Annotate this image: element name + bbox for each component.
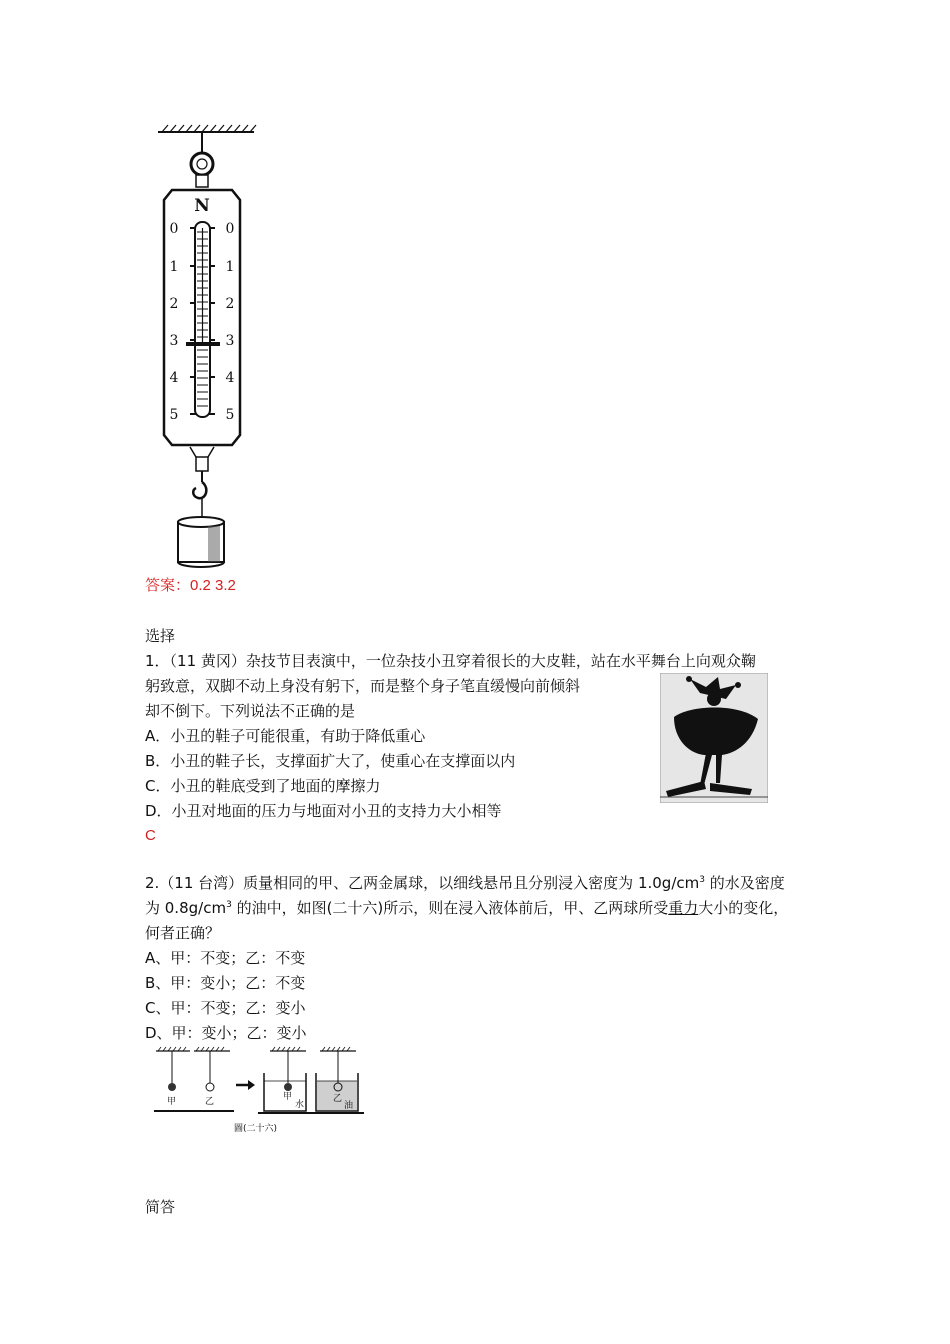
tick-label-left: 4 <box>169 370 179 386</box>
q1-option-b: B．小丑的鞋子长，支撑面扩大了，使重心在支撑面以内 <box>145 752 516 770</box>
q1-text-line1: 1．（11 黄冈）杂技节目表演中，一位杂技小丑穿着很长的大皮鞋，站在水平舞台上向观众鞠 <box>145 652 756 670</box>
q2-line1-part-b: 的水及密度 <box>704 874 785 892</box>
tick-label-right: 0 <box>225 221 235 237</box>
q2-line2-part-b: 的油中，如图(二十六)所示，则在浸入液体前后，甲、乙两球所受 <box>231 899 669 917</box>
q2-line1-part-a: 2.（11 台湾）质量相同的甲、乙两金属球，以细线悬吊且分别浸入密度为 1.0g/cm <box>145 874 700 892</box>
ball-label-yi: 乙 <box>205 1097 215 1107</box>
q2-underlined-term: 重力 <box>668 899 699 917</box>
tick-label-right: 1 <box>225 259 235 275</box>
tick-label-right: 2 <box>225 296 235 312</box>
liquid-label-oil: 油 <box>344 1101 354 1111</box>
section-heading-short-answer: 简答 <box>145 1198 176 1216</box>
q2-text-line1 <box>145 873 785 893</box>
answer-value: 0.2 3.2 <box>190 577 236 594</box>
tick-label-right: 4 <box>225 370 235 386</box>
tick-label-right: 5 <box>225 407 235 423</box>
ball-label-yi-oil: 乙 <box>333 1094 343 1104</box>
spring-scale-figure <box>150 120 260 570</box>
q1-option-d: D．小丑对地面的压力与地面对小丑的支持力大小相等 <box>145 802 502 820</box>
ball-label-jia: 甲 <box>167 1097 177 1107</box>
tick-label-left: 0 <box>169 221 179 237</box>
q2-superscript-2: 3 <box>226 900 232 910</box>
tick-label-left: 2 <box>169 296 179 312</box>
tick-label-right: 3 <box>225 333 235 349</box>
answer-line <box>145 575 236 596</box>
scale-unit: N <box>194 196 210 216</box>
q1-answer: C <box>145 827 156 844</box>
q2-option-a: A、甲：不变；乙：不变 <box>145 949 306 967</box>
figure-caption: 圖(二十六) <box>234 1124 278 1134</box>
q2-figure <box>150 1045 370 1137</box>
q2-line2-part-a: 为 0.8g/cm <box>145 899 227 917</box>
liquid-label-water: 水 <box>295 1100 305 1110</box>
tick-label-left: 1 <box>169 259 179 275</box>
clown-photo <box>660 673 768 803</box>
ball-label-jia-water: 甲 <box>283 1092 293 1102</box>
answer-label: 答案： <box>145 576 191 594</box>
q2-text-line2 <box>145 898 788 918</box>
q1-option-c: C．小丑的鞋底受到了地面的摩擦力 <box>145 777 381 795</box>
q1-option-a: A．小丑的鞋子可能很重，有助于降低重心 <box>145 727 426 745</box>
tick-label-left: 5 <box>169 407 179 423</box>
q2-option-c: C、甲：不变；乙：变小 <box>145 999 306 1017</box>
q2-option-b: B、甲：变小；乙：不变 <box>145 974 306 992</box>
q2-text-line3: 何者正确？ <box>145 924 221 942</box>
section-heading-choice: 选择 <box>145 627 176 645</box>
q2-superscript-1: 3 <box>699 875 705 885</box>
q2-option-d: D、甲：变小；乙：变小 <box>145 1024 307 1042</box>
q1-text-line2: 躬致意，双脚不动上身没有躬下，而是整个身子笔直缓慢向前倾斜 <box>145 677 581 695</box>
q1-text-line3: 却不倒下。下列说法不正确的是 <box>145 702 356 720</box>
tick-label-left: 3 <box>169 333 179 349</box>
q2-line2-part-c: 大小的变化， <box>698 899 789 917</box>
